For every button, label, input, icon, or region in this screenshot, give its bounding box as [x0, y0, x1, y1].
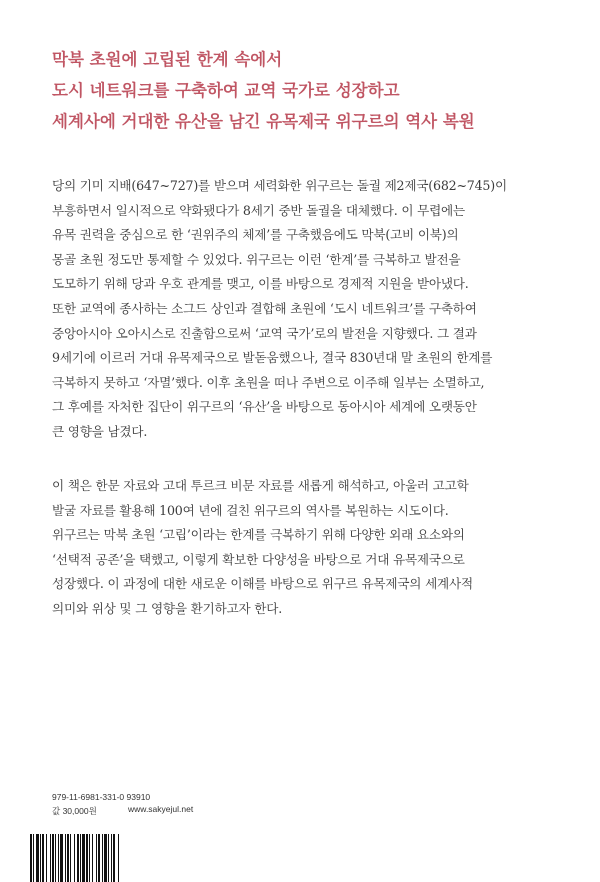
- headline-line: 도시 네트워크를 구축하여 교역 국가로 성장하고: [52, 81, 400, 100]
- headline-line: 세계사에 거대한 유산을 남긴 유목제국 위구르의 역사 복원: [52, 112, 475, 131]
- barcode-image: [30, 834, 230, 882]
- website-link[interactable]: www.sakyejul.net: [128, 804, 194, 814]
- headline-line: 막북 초원에 고립된 한계 속에서: [52, 50, 283, 69]
- paragraph-line: 9세기에 이르러 거대 유목제국으로 발돋움했으나, 결국 830년대 말 초원의 한계를: [52, 350, 493, 366]
- paragraph-line: 중앙아시아 오아시스로 진출함으로써 ‘교역 국가’로의 발전을 지향했다. 그 결과: [52, 325, 477, 341]
- paragraph-line: 부흥하면서 일시적으로 약화됐다가 8세기 중반 돌궐을 대체했다. 이 무렵에는: [52, 202, 465, 218]
- paragraph-line: 그 후예를 자처한 집단이 위구르의 ‘유산’을 바탕으로 동아시아 세계에 오랫동안: [52, 399, 477, 415]
- paragraph-line: 극복하지 못하고 ‘자멸’했다. 이후 초원을 떠나 주변으로 이주해 일부는 소멸하고,: [52, 374, 485, 390]
- description-paragraph-1: [52, 174, 572, 445]
- headline: [52, 44, 572, 137]
- paragraph-line: 몽골 초원 정도만 통제할 수 있었다. 위구르는 이런 ‘한계’를 극복하고 발전을: [52, 251, 461, 267]
- paragraph-line: 발굴 자료를 활용해 100여 년에 걸친 위구르의 역사를 복원하는 시도이다.: [52, 502, 449, 518]
- paragraph-line: 큰 영향을 남겼다.: [52, 423, 148, 439]
- paragraph-line: ‘선택적 공존’을 택했고, 이렇게 확보한 다양성을 바탕으로 거대 유목제국으로: [52, 551, 465, 567]
- paragraph-line: 도모하기 위해 당과 우호 관계를 맺고, 이를 바탕으로 경제적 지원을 받아냈다.: [52, 276, 469, 292]
- paragraph-line: 유목 권력을 중심으로 한 ‘권위주의 체제’를 구축했음에도 막북(고비 이북)의: [52, 227, 459, 243]
- paragraph-line: 이 책은 한문 자료와 고대 투르크 비문 자료를 새롭게 해석하고, 아울러 고고학: [52, 478, 469, 493]
- description-paragraph-2: [52, 474, 572, 622]
- book-metadata: [52, 790, 352, 818]
- price-text: 값 30,000원: [52, 806, 97, 816]
- paragraph-line: 당의 기미 지배(647~727)를 받으며 세력화한 위구르는 돌궐 제2제국(682~745)이: [52, 178, 507, 193]
- paragraph-line: 위구르는 막북 초원 ‘고립’이라는 한계를 극복하기 위해 다양한 외래 요소와의: [52, 527, 465, 543]
- barcode-bar: [119, 834, 120, 882]
- paragraph-line: 의미와 위상 및 그 영향을 환기하고자 한다.: [52, 600, 283, 616]
- paragraph-line: 성장했다. 이 과정에 대한 새로운 이해를 바탕으로 위구르 유목제국의 세계사적: [52, 576, 473, 592]
- isbn-text: 979-11-6981-331-0 93910: [52, 792, 151, 802]
- paragraph-line: 또한 교역에 종사하는 소그드 상인과 결합해 초원에 ‘도시 네트워크’를 구축하여: [52, 300, 477, 316]
